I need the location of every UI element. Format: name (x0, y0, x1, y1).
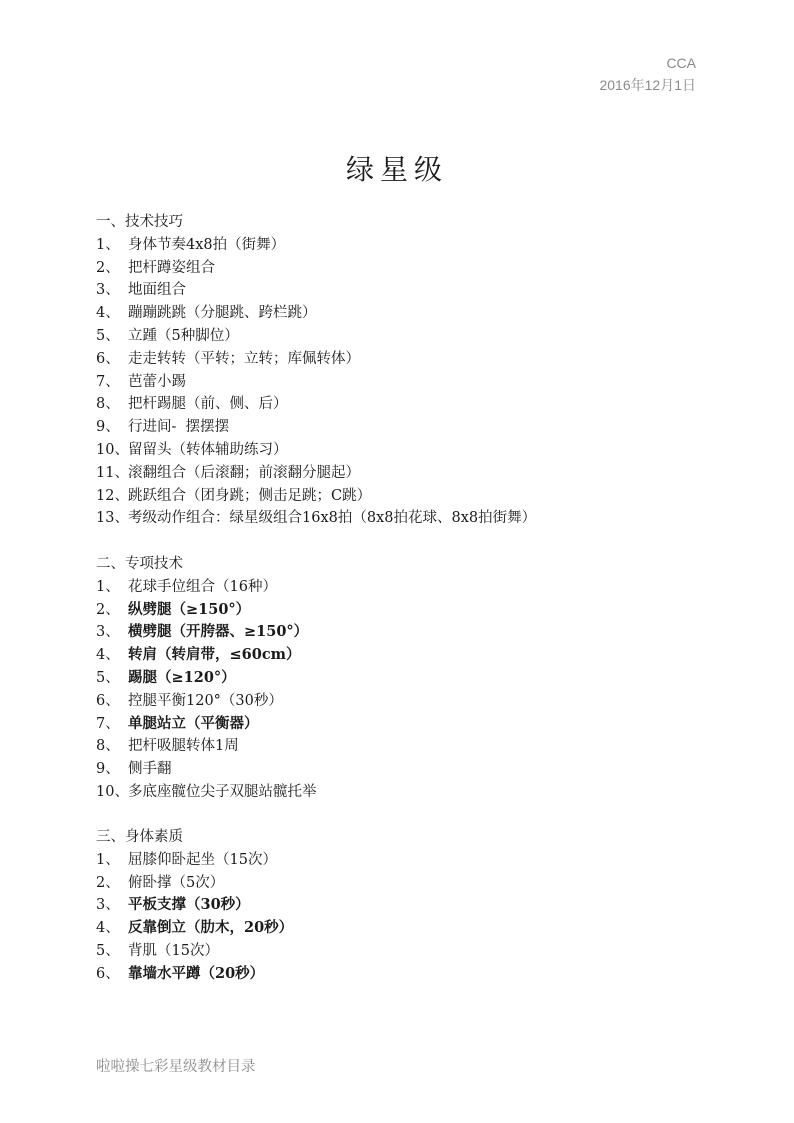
item-text: 芭蕾小踢 (128, 373, 186, 390)
item-number: 9、 (96, 761, 120, 778)
list-item (96, 940, 716, 963)
item-number: 5、 (96, 669, 120, 686)
section-title: 二、专项技术 (96, 556, 183, 572)
item-number: 8、 (96, 738, 120, 755)
item-text: 控腿平衡120°（30秒） (128, 692, 283, 709)
list-item (96, 257, 716, 280)
list-item (96, 485, 716, 508)
item-text: 跳跃组合（团身跳；侧击足跳；C跳） (128, 487, 372, 504)
item-number: 2、 (96, 259, 120, 276)
item-text: 俯卧撑（5次） (128, 874, 225, 891)
item-text: 靠墙水平蹲（20秒） (128, 964, 265, 982)
item-number: 3、 (96, 897, 120, 914)
item-number: 1、 (96, 236, 120, 253)
section-title: 三、身体素质 (96, 829, 183, 845)
document-footer: 啦啦操七彩星级教材目录 (96, 1059, 256, 1075)
section-special-skills (96, 553, 716, 804)
list-item (96, 576, 716, 599)
list-item (96, 849, 716, 872)
item-number: 11、 (96, 464, 129, 481)
item-text: 把杆蹲姿组合 (128, 259, 215, 276)
list-item (96, 894, 716, 917)
item-text: 立踵（5种脚位） (128, 327, 239, 344)
header-date: 2016年12月1日 (599, 77, 696, 93)
item-text: 花球手位组合（16种） (128, 578, 277, 595)
list-item (96, 393, 716, 416)
item-text: 转肩（转肩带，≤60cm） (128, 646, 301, 664)
item-number: 5、 (96, 327, 120, 344)
item-number: 12、 (96, 487, 129, 504)
item-number: 6、 (96, 965, 120, 982)
page-title: 绿星级 (345, 153, 448, 186)
section-physical-fitness (96, 826, 716, 986)
list-item (96, 667, 716, 690)
item-number: 4、 (96, 647, 120, 664)
item-number: 2、 (96, 874, 120, 891)
item-text: 多底座髋位尖子双腿站髋托举 (128, 783, 317, 800)
item-number: 6、 (96, 692, 120, 709)
item-text: 背肌（15次） (128, 942, 219, 959)
list-item (96, 507, 716, 530)
item-text: 横劈腿（开胯器、≥150°） (128, 623, 309, 641)
item-text: 侧手翻 (128, 761, 172, 778)
item-text: 身体节奏4x8拍（街舞） (128, 236, 286, 253)
list-item (96, 963, 716, 986)
item-text: 把杆踢腿（前、侧、后） (128, 396, 288, 413)
list-item (96, 599, 716, 622)
list-item (96, 781, 716, 804)
list-item (96, 279, 716, 302)
list-item (96, 917, 716, 940)
item-text: 踢腿（≥120°） (128, 668, 236, 686)
item-number: 3、 (96, 282, 120, 299)
item-number: 1、 (96, 578, 120, 595)
list-item (96, 690, 716, 713)
item-text: 纵劈腿（≥150°） (128, 600, 251, 618)
item-text: 把杆吸腿转体1周 (128, 738, 239, 755)
item-text: 平板支撑（30秒） (128, 896, 250, 914)
item-number: 4、 (96, 920, 120, 937)
item-text: 反靠倒立（肋木，20秒） (128, 919, 294, 937)
item-number: 4、 (96, 305, 120, 322)
item-number: 2、 (96, 601, 120, 618)
item-number: 7、 (96, 715, 120, 732)
item-text: 滚翻组合（后滚翻；前滚翻分腿起） (128, 464, 360, 481)
item-number: 9、 (96, 419, 120, 436)
item-number: 10、 (96, 441, 129, 458)
list-item (96, 644, 716, 667)
list-item (96, 302, 716, 325)
item-number: 13、 (96, 510, 129, 527)
list-item (96, 371, 716, 394)
item-text: 屈膝仰卧起坐（15次） (128, 851, 277, 868)
item-text: 地面组合 (128, 282, 186, 299)
list-item (96, 872, 716, 895)
section-technique-skills (96, 211, 716, 530)
item-text: 单腿站立（平衡器） (128, 714, 259, 732)
list-item (96, 462, 716, 485)
item-number: 6、 (96, 350, 120, 367)
list-item (96, 758, 716, 781)
list-item (96, 713, 716, 736)
item-text: 留留头（转体辅助练习） (128, 441, 288, 458)
section-title: 一、技术技巧 (96, 214, 183, 230)
item-text: 行进间- 摆摆摆 (128, 419, 230, 436)
item-number: 3、 (96, 624, 120, 641)
document-header (599, 52, 696, 96)
item-number: 5、 (96, 942, 120, 959)
list-item (96, 234, 716, 257)
list-item (96, 325, 716, 348)
list-item (96, 348, 716, 371)
item-number: 7、 (96, 373, 120, 390)
list-item (96, 439, 716, 462)
list-item (96, 621, 716, 644)
item-number: 10、 (96, 783, 129, 800)
header-org: CCA (666, 55, 696, 71)
item-text: 走走转转（平转；立转；库佩转体） (128, 350, 360, 367)
item-number: 1、 (96, 851, 120, 868)
list-item (96, 735, 716, 758)
list-item (96, 416, 716, 439)
item-text: 考级动作组合：绿星级组合16x8拍（8x8拍花球、8x8拍街舞） (128, 510, 537, 527)
item-text: 蹦蹦跳跳（分腿跳、跨栏跳） (128, 305, 317, 322)
item-number: 8、 (96, 396, 120, 413)
